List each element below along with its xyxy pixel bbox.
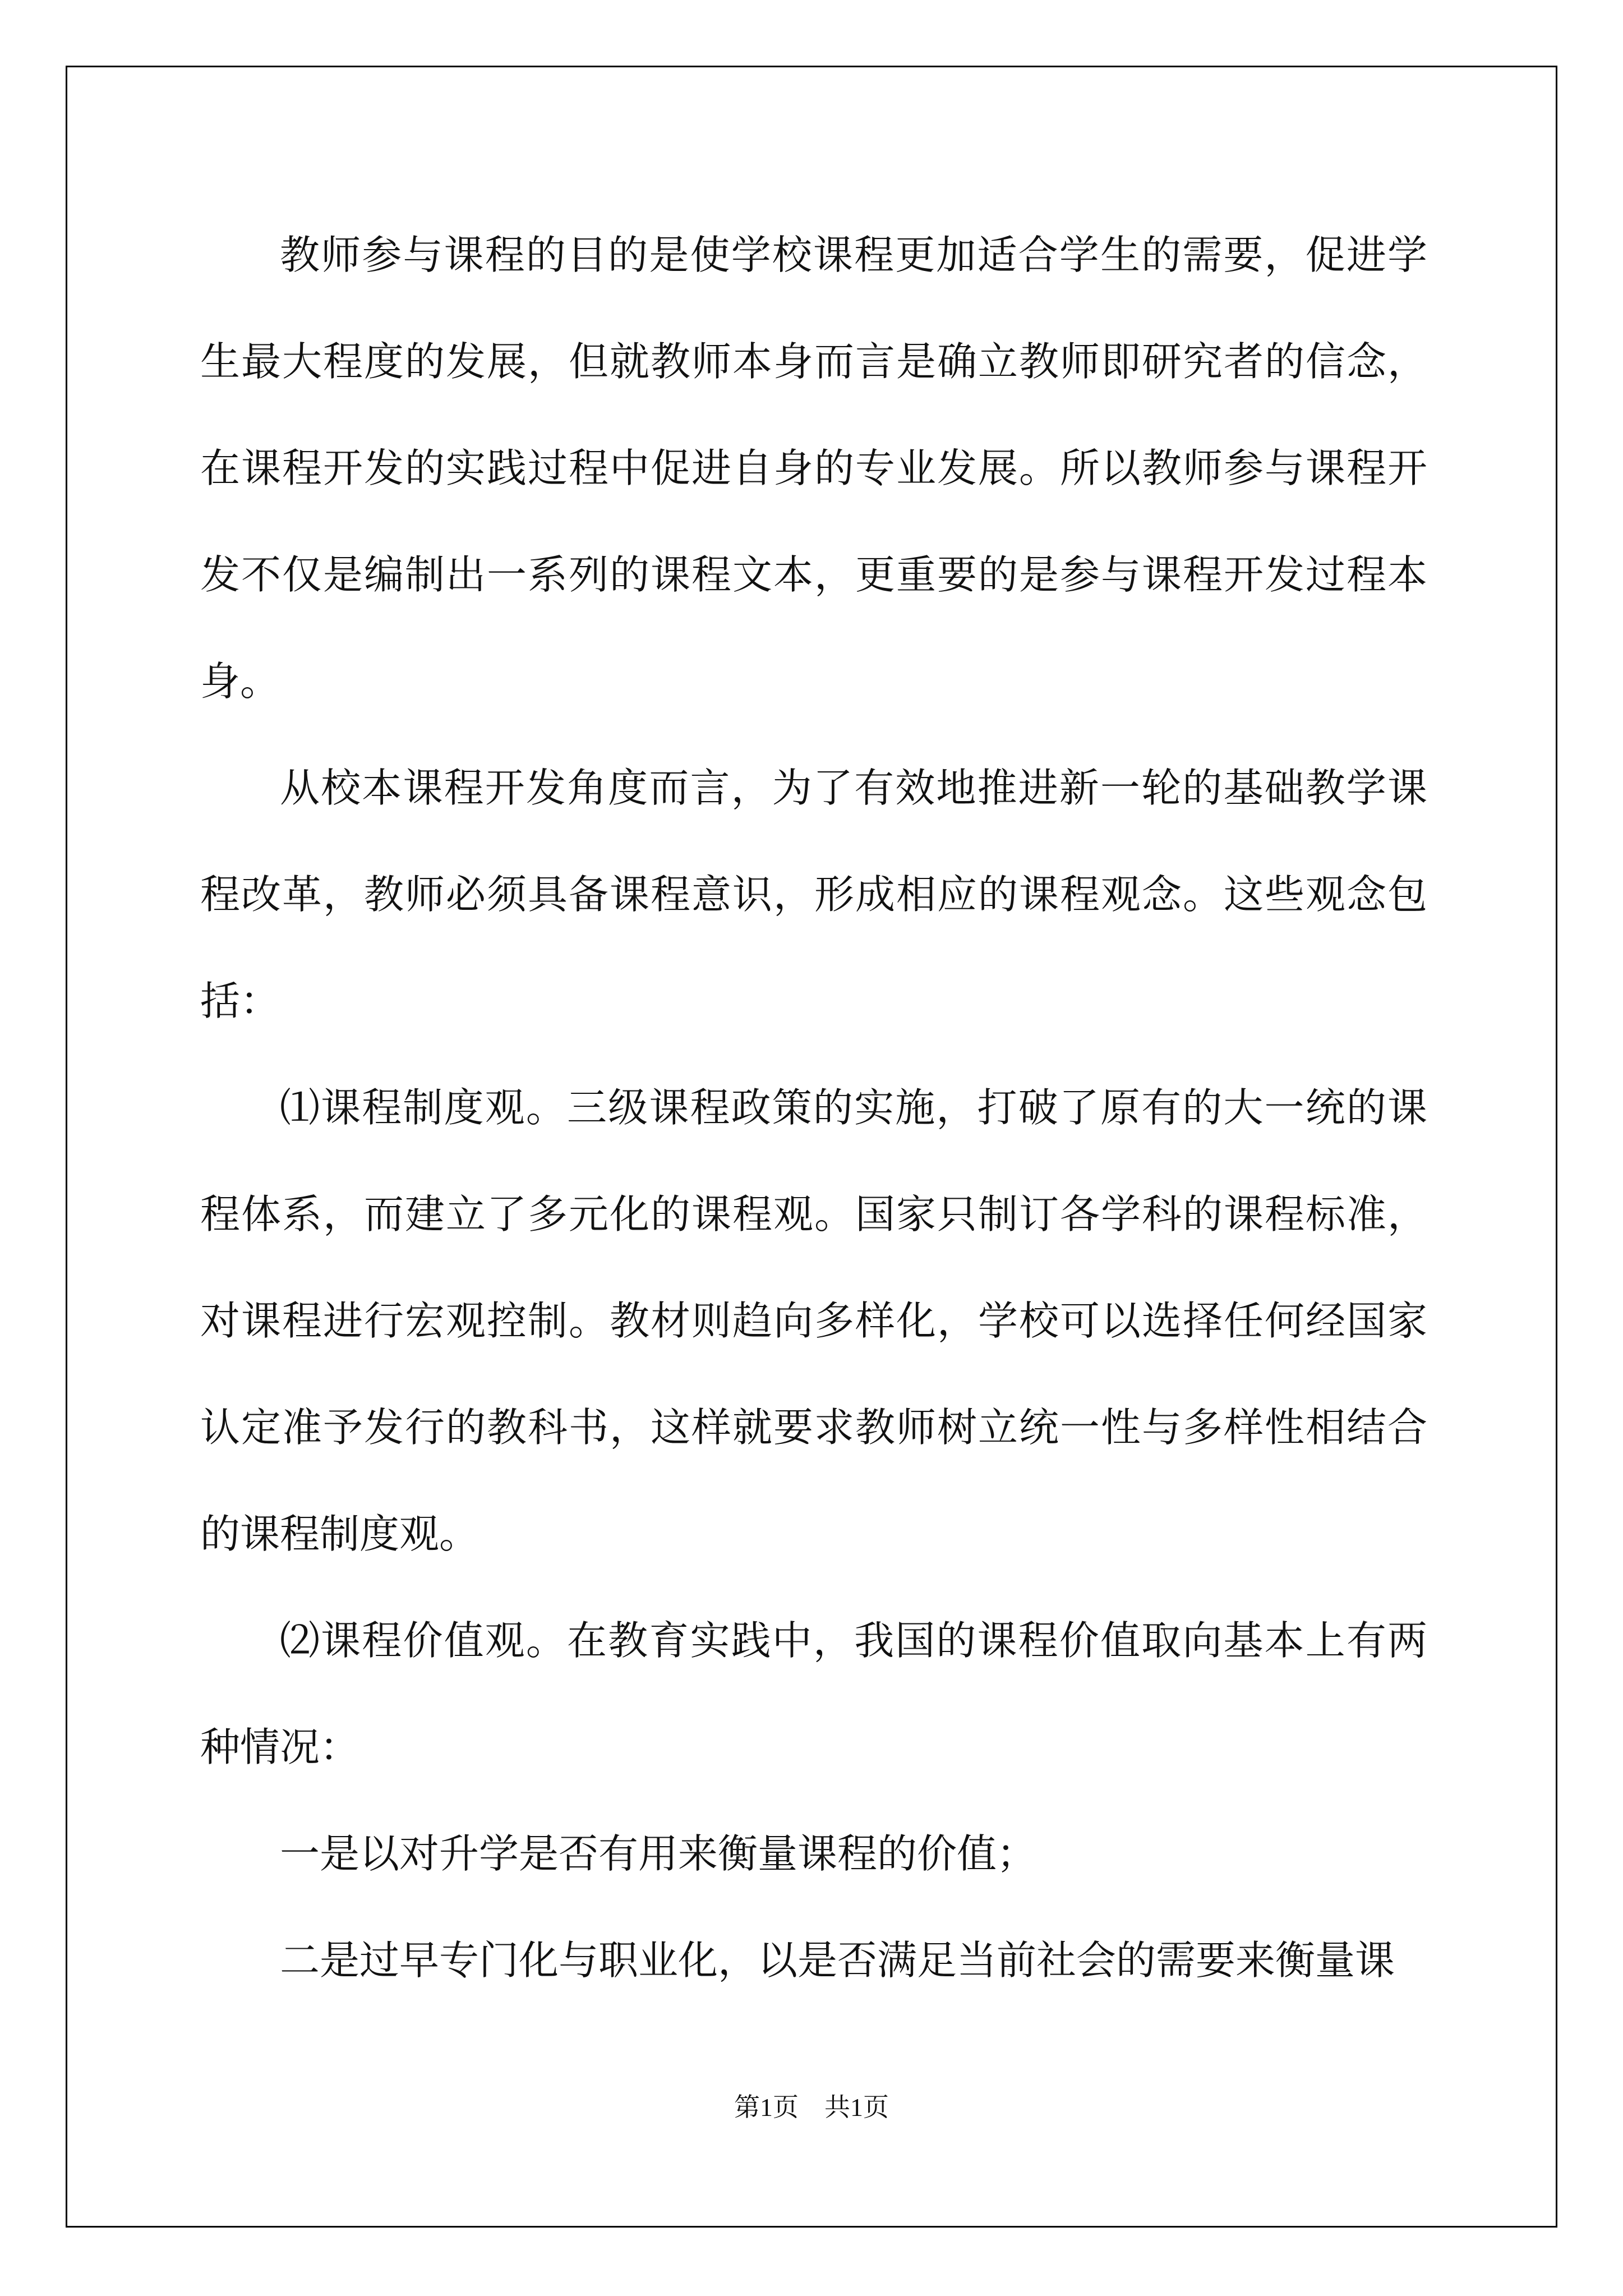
- paragraph-3: ⑴课程制度观。三级课程政策的实施，打破了原有的大一统的课程体系，而建立了多元化的课程观。国家只制订各学科的课程标准，对课程进行宏观控制。教材则趋向多样化，学校可以选择任何经国家认定准予发行的教科书，这样就要求教师树立统一性与多样性相结合的课程制度观。: [200, 1084, 1427, 1557]
- paragraph-5: 一是以对升学是否有用来衡量课程的价值；: [280, 1830, 1037, 1877]
- paragraph-4: ⑵课程价值观。在教育实践中，我国的课程价值取向基本上有两种情况：: [200, 1617, 1427, 1770]
- paragraph-6: 二是过早专门化与职业化，以是否满足当前社会的需要来衡量课: [280, 1937, 1395, 1984]
- page-number-footer: 第1页 共1页: [734, 2093, 889, 2122]
- paragraph-1: 教师参与课程的目的是使学校课程更加适合学生的需要，促进学生最大程度的发展，但就教师本身而言是确立教师即研究者的信念，在课程开发的实践过程中促进自身的专业发展。所以教师参与课程开发不仅是编制出一系列的课程文本，更重要的是参与课程开发过程本身。: [200, 232, 1427, 705]
- paragraph-2: 从校本课程开发角度而言，为了有效地推进新一轮的基础教学课程改革，教师必须具备课程意识，形成相应的课程观念。这些观念包括：: [200, 765, 1427, 1024]
- document-body: [200, 202, 1427, 2014]
